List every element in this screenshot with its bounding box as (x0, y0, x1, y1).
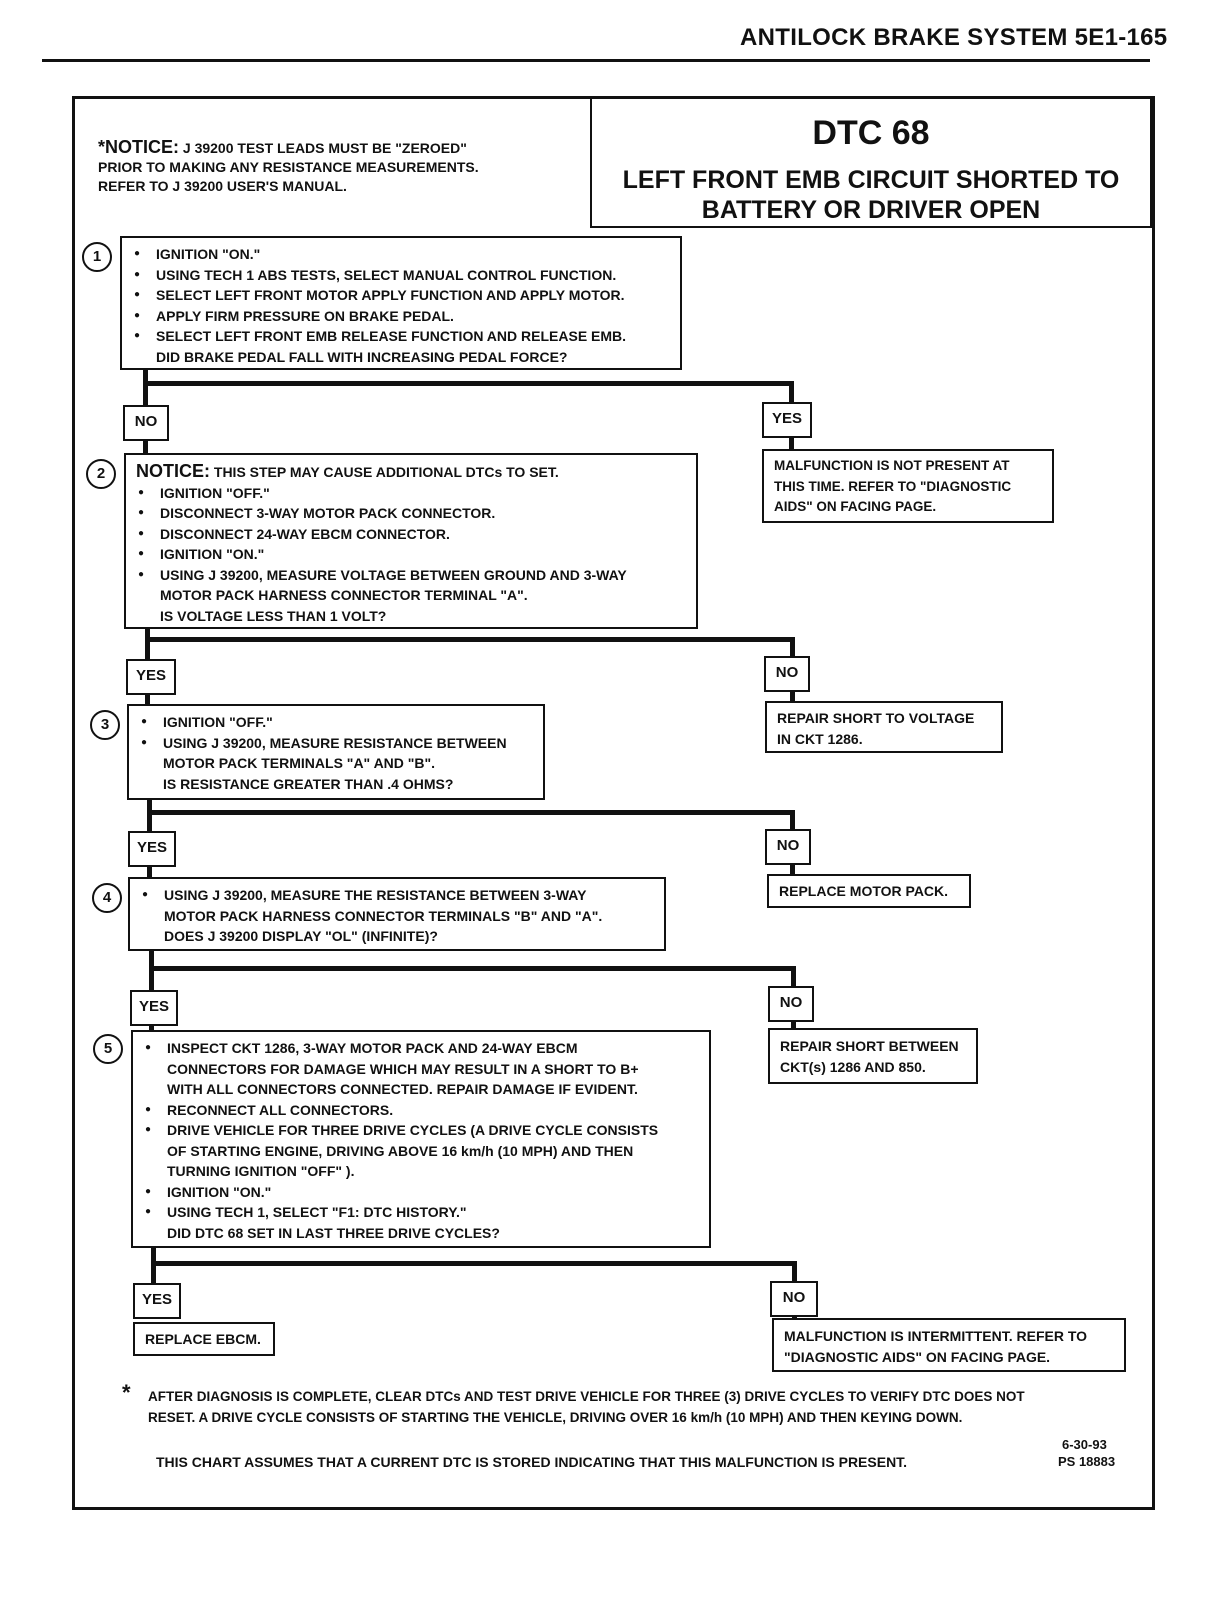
step-5-yes-label: YES (133, 1283, 181, 1319)
outcome-2-line: REPAIR SHORT TO VOLTAGE (777, 710, 975, 726)
outcome-4-line: CKT(s) 1286 AND 850. (780, 1058, 926, 1075)
connector-line (145, 629, 150, 659)
zeroed-notice (98, 138, 479, 196)
dtc-code: DTC 68 (812, 114, 930, 152)
step-2-bullet: ● DISCONNECT 24-WAY EBCM CONNECTOR. (136, 524, 688, 545)
step-1-no-label: NO (123, 405, 169, 441)
step-2-bullet: ● IGNITION "OFF." (136, 483, 688, 504)
outcome-5-yes-line: REPLACE EBCM. (145, 1331, 261, 1347)
connector-line (143, 381, 794, 386)
step-1-marker: 1 (82, 242, 112, 272)
footer-note (148, 1386, 1138, 1428)
step-1-bullet: ● SELECT LEFT FRONT MOTOR APPLY FUNCTION AND APPLY MOTOR. (132, 285, 672, 306)
connector-line (147, 800, 152, 832)
outcome-1-line: MALFUNCTION IS NOT PRESENT AT (774, 458, 1010, 473)
step-4-yes-label: YES (130, 990, 178, 1026)
connector-line (791, 966, 796, 988)
notice-lead: *NOTICE: (98, 137, 179, 157)
notice-line-1: J 39200 TEST LEADS MUST BE "ZEROED" (182, 140, 467, 156)
step-1-bullet: ● IGNITION "ON." (132, 244, 672, 265)
step-4-continuation: MOTOR PACK HARNESS CONNECTOR TERMINALS "B" AND "A". (164, 907, 603, 924)
outcome-5-no-line: "DIAGNOSTIC AIDS" ON FACING PAGE. (784, 1348, 1051, 1365)
step-5-bullet: ● INSPECT CKT 1286, 3-WAY MOTOR PACK AND 24-WAY EBCM (143, 1038, 701, 1059)
step-2-notice-lead: NOTICE: (136, 461, 210, 481)
step-1-question: DID BRAKE PEDAL FALL WITH INCREASING PEDAL FORCE? (156, 348, 568, 365)
connector-line (147, 810, 795, 815)
step-3-bullet: ● IGNITION "OFF." (139, 712, 535, 733)
step-5-bullet: ● DRIVE VEHICLE FOR THREE DRIVE CYCLES (A DRIVE CYCLE CONSISTS (143, 1120, 701, 1141)
footer-ps-number: PS 18883 (1058, 1454, 1116, 1469)
connector-line (790, 810, 795, 830)
outcome-2-box (765, 701, 1003, 753)
footer-note-line: AFTER DIAGNOSIS IS COMPLETE, CLEAR DTCs AND TEST DRIVE VEHICLE FOR THREE (3) DRIVE CYCLES TO VERIFY DTC DOES NOT (148, 1389, 1025, 1404)
step-4-bullet: ● USING J 39200, MEASURE THE RESISTANCE BETWEEN 3-WAY (140, 885, 656, 906)
step-3-bullet: ● USING J 39200, MEASURE RESISTANCE BETWEEN (139, 733, 535, 754)
step-2-marker: 2 (86, 459, 116, 489)
step-5-box (131, 1030, 711, 1248)
step-1-bullet: ● SELECT LEFT FRONT EMB RELEASE FUNCTION AND RELEASE EMB. (132, 326, 672, 347)
outcome-5-no-box (772, 1318, 1126, 1372)
step-2-bullet: ● USING J 39200, MEASURE VOLTAGE BETWEEN GROUND AND 3-WAY (136, 565, 688, 586)
step-2-continuation: MOTOR PACK HARNESS CONNECTOR TERMINAL "A". (160, 587, 528, 603)
step-1-bullet: ● APPLY FIRM PRESSURE ON BRAKE PEDAL. (132, 306, 672, 327)
connector-line (145, 637, 795, 642)
connector-line (792, 1261, 797, 1283)
outcome-4-box (768, 1028, 978, 1084)
step-5-bullet: ● USING TECH 1, SELECT "F1: DTC HISTORY." (143, 1202, 701, 1223)
step-2-no-label: NO (764, 656, 810, 692)
connector-line (149, 951, 154, 991)
step-2-notice-text: THIS STEP MAY CAUSE ADDITIONAL DTCs TO SET. (213, 464, 559, 480)
step-2-question: IS VOLTAGE LESS THAN 1 VOLT? (160, 607, 387, 624)
page-header: ANTILOCK BRAKE SYSTEM 5E1-165 (740, 24, 1168, 51)
step-1-bullet: ● USING TECH 1 ABS TESTS, SELECT MANUAL CONTROL FUNCTION. (132, 265, 672, 286)
step-4-marker: 4 (92, 883, 122, 913)
step-2-box (124, 453, 698, 629)
connector-line (151, 1261, 797, 1266)
step-1-box (120, 236, 682, 370)
step-3-marker: 3 (90, 710, 120, 740)
step-3-no-label: NO (765, 829, 811, 865)
outcome-2-line: IN CKT 1286. (777, 730, 863, 747)
footer-note-line: RESET. A DRIVE CYCLE CONSISTS OF STARTING THE VEHICLE, DRIVING OVER 16 km/h (10 MPH) AND THEN KEYING DOWN. (148, 1410, 963, 1425)
connector-line (143, 370, 148, 406)
outcome-5-yes-box (133, 1322, 275, 1356)
step-5-continuation: WITH ALL CONNECTORS CONNECTED. REPAIR DAMAGE IF EVIDENT. (167, 1081, 638, 1097)
footer-assumption: THIS CHART ASSUMES THAT A CURRENT DTC IS STORED INDICATING THAT THIS MALFUNCTION IS PRESENT. (156, 1454, 908, 1470)
step-4-question: DOES J 39200 DISPLAY "OL" (INFINITE)? (164, 928, 438, 944)
step-3-continuation: MOTOR PACK TERMINALS "A" AND "B". (163, 755, 436, 771)
step-5-marker: 5 (93, 1034, 123, 1064)
outcome-3-line: REPLACE MOTOR PACK. (779, 883, 949, 899)
outcome-3-box (767, 874, 971, 908)
outcome-4-line: REPAIR SHORT BETWEEN (780, 1038, 959, 1054)
step-3-box (127, 704, 545, 800)
connector-line (149, 966, 796, 971)
title-line-1: LEFT FRONT EMB CIRCUIT SHORTED TO (622, 166, 1120, 194)
connector-line (790, 637, 795, 657)
step-1-yes-label: YES (762, 402, 812, 438)
step-2-bullet: ● IGNITION "ON." (136, 544, 688, 565)
notice-line-2: PRIOR TO MAKING ANY RESISTANCE MEASUREMENTS. (98, 159, 479, 175)
step-3-yes-label: YES (128, 831, 176, 867)
notice-line-3: REFER TO J 39200 USER'S MANUAL. (98, 178, 347, 194)
step-3-question: IS RESISTANCE GREATER THAN .4 OHMS? (163, 775, 454, 792)
step-5-bullet: ● IGNITION "ON." (143, 1182, 701, 1203)
step-5-bullet: ● RECONNECT ALL CONNECTORS. (143, 1100, 701, 1121)
outcome-1-line: THIS TIME. REFER TO "DIAGNOSTIC (774, 478, 1012, 494)
header-rule (42, 59, 1150, 62)
outcome-1-box (762, 449, 1054, 523)
footer-date: 6-30-93 (1062, 1437, 1107, 1452)
step-5-no-label: NO (770, 1281, 818, 1317)
outcome-5-no-line: MALFUNCTION IS INTERMITTENT. REFER TO (784, 1328, 1088, 1344)
step-5-continuation: OF STARTING ENGINE, DRIVING ABOVE 16 km/h (10 MPH) AND THEN (167, 1142, 634, 1159)
title-line-2: BATTERY OR DRIVER OPEN (701, 196, 1041, 224)
step-4-box (128, 877, 666, 951)
title-box (590, 96, 1152, 228)
connector-line (151, 1248, 156, 1284)
step-4-no-label: NO (768, 986, 814, 1022)
outcome-1-line: AIDS" ON FACING PAGE. (774, 499, 937, 514)
step-5-question: DID DTC 68 SET IN LAST THREE DRIVE CYCLES? (167, 1224, 500, 1241)
step-2-yes-label: YES (126, 659, 176, 695)
step-5-continuation: CONNECTORS FOR DAMAGE WHICH MAY RESULT IN A SHORT TO B+ (167, 1060, 639, 1077)
step-5-continuation: TURNING IGNITION "OFF" ). (167, 1163, 355, 1179)
footer-star: * (122, 1380, 131, 1405)
step-2-bullet: ● DISCONNECT 3-WAY MOTOR PACK CONNECTOR. (136, 503, 688, 524)
